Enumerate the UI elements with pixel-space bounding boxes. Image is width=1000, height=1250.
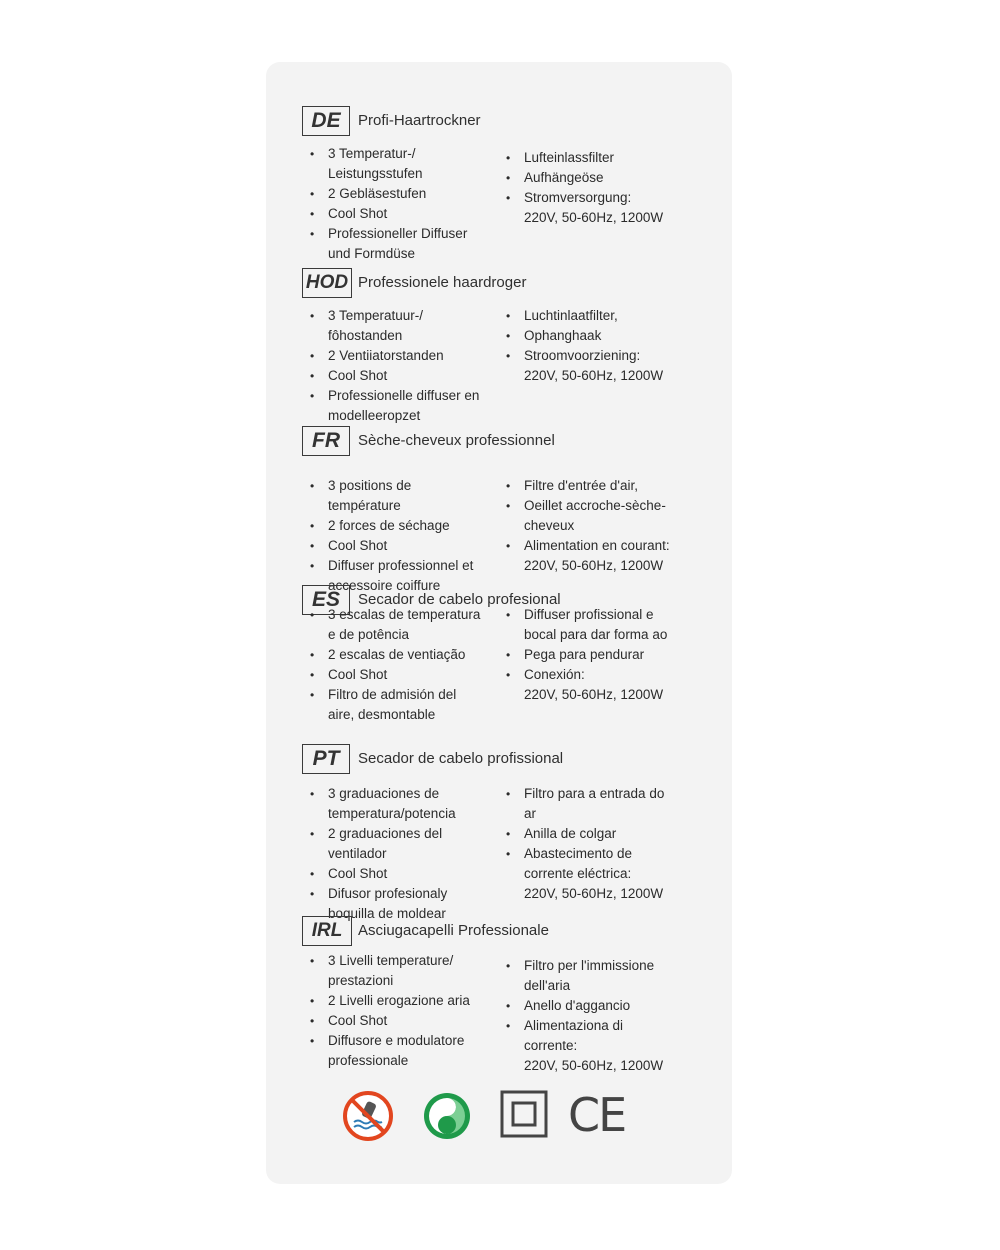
bullet-icon: • [506, 151, 511, 165]
bullet-icon: • [506, 349, 511, 363]
language-code-box: HOD [302, 268, 352, 298]
feature-text: 220V, 50-60Hz, 1200W [524, 1058, 664, 1073]
bullet-icon: • [310, 608, 315, 622]
bullet-icon: • [310, 1014, 315, 1028]
feature-text: accessoire coiffure [328, 578, 441, 593]
feature-text: Lufteinlassfilter [524, 150, 615, 165]
feature-text: Professioneller Diffuser [328, 226, 468, 241]
feature-text: corrente eléctrica: [524, 866, 632, 881]
feature-text: 3 Temperatur-/ [328, 146, 416, 161]
bullet-icon: • [310, 369, 315, 383]
language-code-box: PT [302, 744, 350, 774]
feature-text: 3 escalas de temperatura [328, 607, 481, 622]
bullet-icon: • [310, 827, 315, 841]
language-code-box: DE [302, 106, 350, 136]
feature-text: 2 Ventiiatorstanden [328, 348, 444, 363]
bullet-icon: • [310, 688, 315, 702]
feature-text: 3 graduaciones de [328, 786, 440, 801]
language-code-box: IRL [302, 916, 352, 946]
feature-text: Abastecimento de [524, 846, 633, 861]
language-code-box: ES [302, 585, 350, 615]
section-header [300, 106, 720, 138]
feature-text: cheveux [524, 518, 575, 533]
feature-text: Aufhängeöse [524, 170, 604, 185]
feature-text: modelleeropzet [328, 408, 421, 423]
section-header [300, 916, 720, 948]
feature-text: professionale [328, 1053, 409, 1068]
green-dot-recycling-icon [420, 1090, 474, 1142]
bullet-icon: • [310, 787, 315, 801]
bullet-icon: • [506, 1019, 511, 1033]
ce-mark-icon: CE [568, 1088, 626, 1142]
bullet-icon: • [506, 999, 511, 1013]
feature-text: 2 forces de séchage [328, 518, 450, 533]
feature-text: temperatura/potencia [328, 806, 456, 821]
feature-text: Anilla de colgar [524, 826, 617, 841]
feature-text: ventilador [328, 846, 387, 861]
feature-text: aire, desmontable [328, 707, 436, 722]
feature-text: Pega para pendurar [524, 647, 645, 662]
feature-text: 220V, 50-60Hz, 1200W [524, 368, 664, 383]
feature-text: ar [524, 806, 537, 821]
bullet-icon: • [310, 349, 315, 363]
feature-text: 3 positions de [328, 478, 412, 493]
bullet-icon: • [310, 309, 315, 323]
feature-text: 220V, 50-60Hz, 1200W [524, 687, 664, 702]
bullet-icon: • [506, 608, 511, 622]
bullet-icon: • [506, 309, 511, 323]
feature-text: Leistungsstufen [328, 166, 423, 181]
feature-text: Cool Shot [328, 206, 388, 221]
feature-text: Filtro per l'immissione [524, 958, 655, 973]
bullet-icon: • [506, 668, 511, 682]
feature-text: 220V, 50-60Hz, 1200W [524, 210, 664, 225]
feature-text: température [328, 498, 401, 513]
bullet-icon: • [506, 959, 511, 973]
feature-text: Oeillet accroche-sèche- [524, 498, 666, 513]
bullet-icon: • [506, 329, 511, 343]
feature-text: Alimentaziona di [524, 1018, 624, 1033]
bullet-icon: • [310, 648, 315, 662]
section-header [300, 426, 720, 458]
no-water-bath-icon [340, 1090, 396, 1142]
feature-text: e de potência [328, 627, 410, 642]
feature-text: prestazioni [328, 973, 394, 988]
feature-text: Cool Shot [328, 866, 388, 881]
section-title: Secador de cabelo profissional [358, 750, 564, 767]
bullet-icon: • [310, 187, 315, 201]
bullet-icon: • [310, 867, 315, 881]
feature-text: Diffuser profissional e [524, 607, 654, 622]
double-insulation-icon [500, 1090, 548, 1138]
bullet-icon: • [310, 1034, 315, 1048]
bullet-icon: • [310, 887, 315, 901]
bullet-icon: • [506, 479, 511, 493]
feature-text: Ophanghaak [524, 328, 602, 343]
bullet-icon: • [506, 499, 511, 513]
feature-text: Cool Shot [328, 667, 388, 682]
feature-text: Stromversorgung: [524, 190, 632, 205]
feature-text: 3 Temperatuur-/ [328, 308, 424, 323]
feature-text: Filtro para a entrada do [524, 786, 665, 801]
section-title: Professionele haardroger [358, 274, 527, 291]
feature-text: 220V, 50-60Hz, 1200W [524, 886, 664, 901]
feature-text: Filtro de admisión del [328, 687, 457, 702]
bullet-icon: • [310, 668, 315, 682]
feature-text: 2 escalas de ventiação [328, 647, 466, 662]
feature-text: Alimentation en courant: [524, 538, 670, 553]
feature-text: Cool Shot [328, 538, 388, 553]
feature-text: Luchtinlaatfilter, [524, 308, 618, 323]
bullet-icon: • [506, 171, 511, 185]
bullet-icon: • [310, 227, 315, 241]
section-header [300, 268, 720, 300]
section-header [300, 744, 720, 776]
feature-text: Diffusore e modulatore [328, 1033, 465, 1048]
bullet-icon: • [310, 207, 315, 221]
feature-text: und Formdüse [328, 246, 416, 261]
bullet-icon: • [506, 539, 511, 553]
feature-text: fôhostanden [328, 328, 403, 343]
section-title: Profi-Haartrockner [358, 112, 481, 129]
section-title: Secador de cabelo profesional [358, 591, 561, 608]
feature-text: Cool Shot [328, 368, 388, 383]
bullet-icon: • [506, 648, 511, 662]
feature-text: Filtre d'entrée d'air, [524, 478, 638, 493]
feature-text: Diffuser professionnel et [328, 558, 474, 573]
bullet-icon: • [310, 519, 315, 533]
bullet-icon: • [310, 539, 315, 553]
feature-text: 220V, 50-60Hz, 1200W [524, 558, 664, 573]
feature-text: corrente: [524, 1038, 578, 1053]
feature-text: Cool Shot [328, 1013, 388, 1028]
bullet-icon: • [506, 847, 511, 861]
feature-text: Professionelle diffuser en [328, 388, 480, 403]
feature-text: bocal para dar forma ao [524, 627, 668, 642]
bullet-icon: • [310, 479, 315, 493]
feature-text: boquilla de moldear [328, 906, 446, 921]
feature-text: Stroomvoorziening: [524, 348, 641, 363]
bullet-icon: • [310, 954, 315, 968]
bullet-icon: • [310, 994, 315, 1008]
language-code-box: FR [302, 426, 350, 456]
bullet-icon: • [310, 559, 315, 573]
feature-text: Difusor profesionaly [328, 886, 448, 901]
section-title: Sèche-cheveux professionnel [358, 432, 555, 449]
bullet-icon: • [506, 827, 511, 841]
bullet-icon: • [310, 389, 315, 403]
feature-text: dell'aria [524, 978, 571, 993]
feature-text: Anello d'aggancio [524, 998, 631, 1013]
bullet-icon: • [506, 191, 511, 205]
feature-text: 2 graduaciones del [328, 826, 443, 841]
feature-text: 3 Livelli temperature/ [328, 953, 454, 968]
certification-icons-row [340, 1090, 640, 1142]
feature-text: Conexión: [524, 667, 585, 682]
bullet-icon: • [506, 787, 511, 801]
feature-text: 2 Livelli erogazione aria [328, 993, 470, 1008]
feature-text: 2 Gebläsestufen [328, 186, 427, 201]
bullet-icon: • [310, 147, 315, 161]
section-title: Asciugacapelli Professionale [358, 922, 549, 939]
